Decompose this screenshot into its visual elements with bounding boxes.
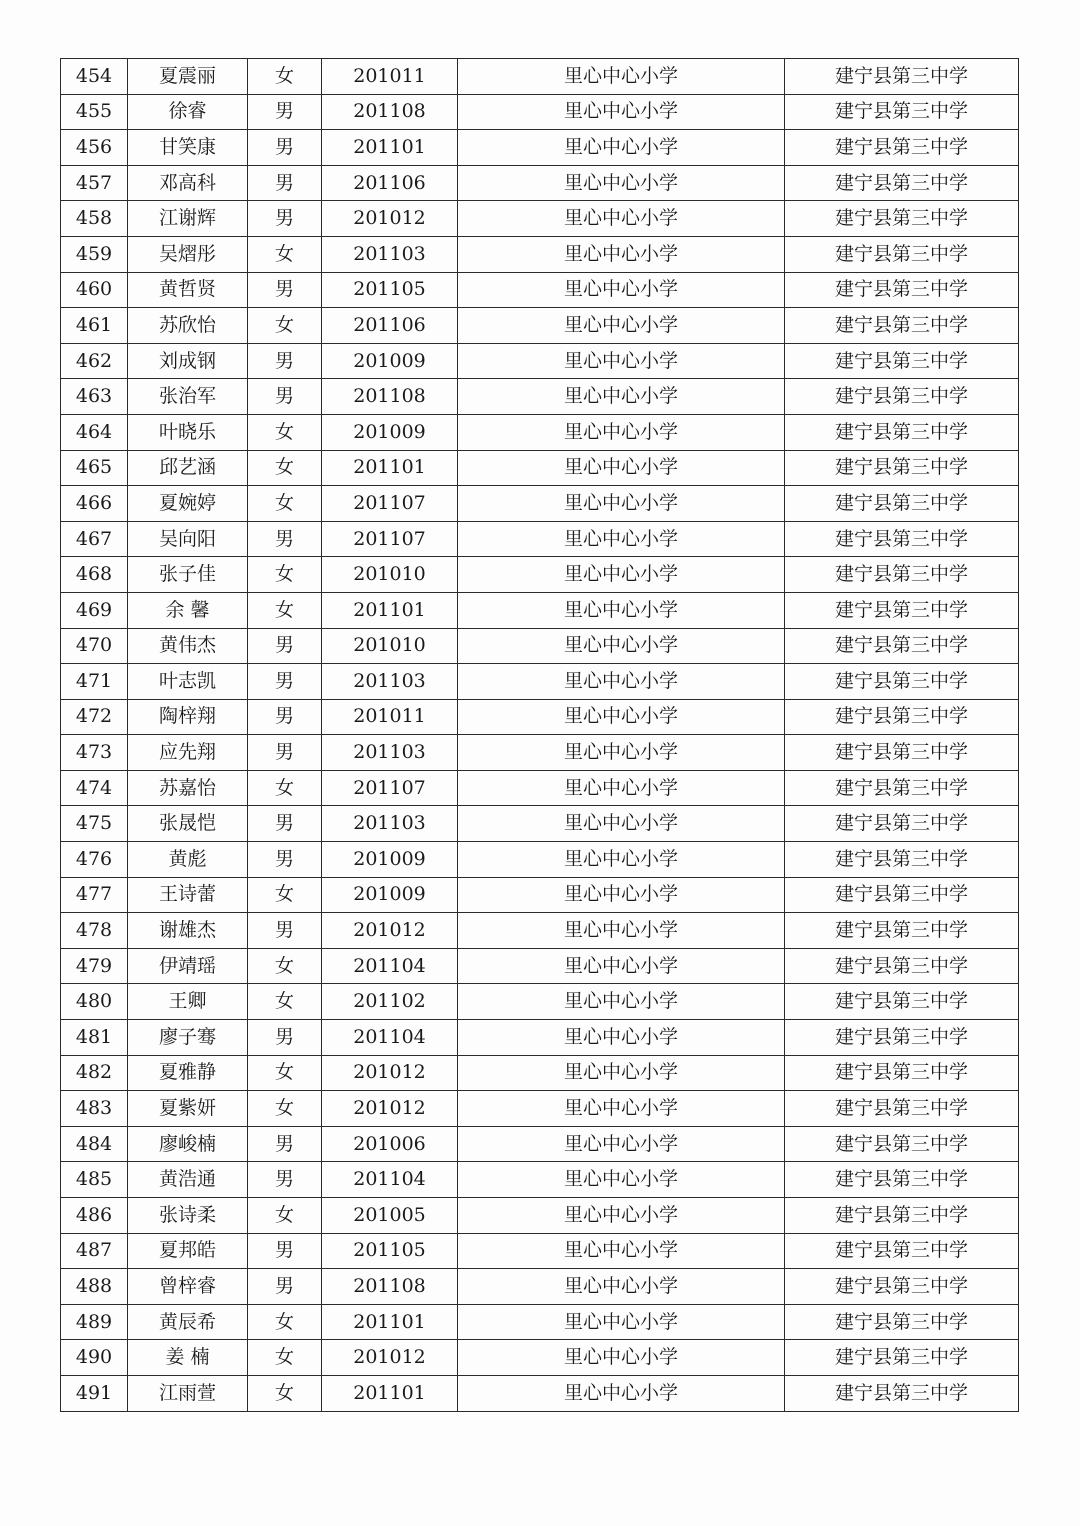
student-name: 黄伟杰 — [128, 628, 248, 664]
student-name: 夏婉婷 — [128, 486, 248, 522]
assigned-school: 建宁县第三中学 — [785, 165, 1019, 201]
table-row — [61, 1126, 1019, 1162]
table-row — [61, 1304, 1019, 1340]
assigned-school: 建宁县第三中学 — [785, 877, 1019, 913]
row-number: 467 — [61, 521, 128, 557]
birth-date: 201105 — [322, 1233, 458, 1269]
birth-date: 201009 — [322, 877, 458, 913]
table-row — [61, 913, 1019, 949]
row-number: 459 — [61, 236, 128, 272]
student-sex: 男 — [248, 735, 322, 771]
table-row — [61, 308, 1019, 344]
student-name: 吴向阳 — [128, 521, 248, 557]
student-sex: 女 — [248, 592, 322, 628]
student-sex: 男 — [248, 272, 322, 308]
student-name: 陶梓翔 — [128, 699, 248, 735]
table-row — [61, 94, 1019, 130]
student-sex: 男 — [248, 165, 322, 201]
table-row — [61, 343, 1019, 379]
table-row — [61, 1198, 1019, 1234]
student-roster-table — [60, 58, 1019, 1412]
primary-school: 里心中心小学 — [458, 1304, 785, 1340]
table-row — [61, 165, 1019, 201]
primary-school: 里心中心小学 — [458, 1233, 785, 1269]
table-row — [61, 1269, 1019, 1305]
student-sex: 女 — [248, 1375, 322, 1411]
row-number: 477 — [61, 877, 128, 913]
table-row — [61, 59, 1019, 95]
assigned-school: 建宁县第三中学 — [785, 770, 1019, 806]
row-number: 488 — [61, 1269, 128, 1305]
table-row — [61, 1340, 1019, 1376]
row-number: 486 — [61, 1198, 128, 1234]
assigned-school: 建宁县第三中学 — [785, 842, 1019, 878]
row-number: 491 — [61, 1375, 128, 1411]
primary-school: 里心中心小学 — [458, 414, 785, 450]
student-name: 刘成钢 — [128, 343, 248, 379]
row-number: 454 — [61, 59, 128, 95]
table-row — [61, 806, 1019, 842]
student-name: 余 馨 — [128, 592, 248, 628]
primary-school: 里心中心小学 — [458, 1198, 785, 1234]
assigned-school: 建宁县第三中学 — [785, 1020, 1019, 1056]
row-number: 465 — [61, 450, 128, 486]
row-number: 462 — [61, 343, 128, 379]
student-sex: 女 — [248, 450, 322, 486]
birth-date: 201107 — [322, 770, 458, 806]
assigned-school: 建宁县第三中学 — [785, 414, 1019, 450]
table-row — [61, 521, 1019, 557]
student-sex: 男 — [248, 913, 322, 949]
primary-school: 里心中心小学 — [458, 806, 785, 842]
student-name: 江雨萱 — [128, 1375, 248, 1411]
student-name: 黄哲贤 — [128, 272, 248, 308]
row-number: 476 — [61, 842, 128, 878]
table-row — [61, 272, 1019, 308]
birth-date: 201102 — [322, 984, 458, 1020]
student-sex: 女 — [248, 1055, 322, 1091]
birth-date: 201101 — [322, 130, 458, 166]
birth-date: 201101 — [322, 592, 458, 628]
student-sex: 女 — [248, 308, 322, 344]
assigned-school: 建宁县第三中学 — [785, 343, 1019, 379]
birth-date: 201005 — [322, 1198, 458, 1234]
table-row — [61, 735, 1019, 771]
table-row — [61, 628, 1019, 664]
birth-date: 201006 — [322, 1126, 458, 1162]
row-number: 483 — [61, 1091, 128, 1127]
birth-date: 201101 — [322, 1304, 458, 1340]
student-name: 黄彪 — [128, 842, 248, 878]
row-number: 487 — [61, 1233, 128, 1269]
table-row — [61, 1375, 1019, 1411]
student-sex: 女 — [248, 1304, 322, 1340]
primary-school: 里心中心小学 — [458, 272, 785, 308]
table-row — [61, 664, 1019, 700]
primary-school: 里心中心小学 — [458, 984, 785, 1020]
table-row — [61, 842, 1019, 878]
primary-school: 里心中心小学 — [458, 201, 785, 237]
birth-date: 201108 — [322, 94, 458, 130]
birth-date: 201012 — [322, 913, 458, 949]
assigned-school: 建宁县第三中学 — [785, 521, 1019, 557]
primary-school: 里心中心小学 — [458, 236, 785, 272]
table-row — [61, 486, 1019, 522]
birth-date: 201107 — [322, 521, 458, 557]
primary-school: 里心中心小学 — [458, 1375, 785, 1411]
student-name: 叶志凯 — [128, 664, 248, 700]
row-number: 463 — [61, 379, 128, 415]
assigned-school: 建宁县第三中学 — [785, 699, 1019, 735]
roster-body — [61, 59, 1019, 1412]
primary-school: 里心中心小学 — [458, 450, 785, 486]
assigned-school: 建宁县第三中学 — [785, 984, 1019, 1020]
birth-date: 201011 — [322, 59, 458, 95]
student-name: 夏震丽 — [128, 59, 248, 95]
student-sex: 女 — [248, 236, 322, 272]
student-name: 应先翔 — [128, 735, 248, 771]
birth-date: 201101 — [322, 1375, 458, 1411]
student-sex: 女 — [248, 59, 322, 95]
student-sex: 男 — [248, 94, 322, 130]
row-number: 460 — [61, 272, 128, 308]
assigned-school: 建宁县第三中学 — [785, 1198, 1019, 1234]
primary-school: 里心中心小学 — [458, 59, 785, 95]
row-number: 489 — [61, 1304, 128, 1340]
assigned-school: 建宁县第三中学 — [785, 130, 1019, 166]
primary-school: 里心中心小学 — [458, 94, 785, 130]
primary-school: 里心中心小学 — [458, 913, 785, 949]
birth-date: 201103 — [322, 806, 458, 842]
birth-date: 201011 — [322, 699, 458, 735]
assigned-school: 建宁县第三中学 — [785, 1126, 1019, 1162]
row-number: 456 — [61, 130, 128, 166]
birth-date: 201103 — [322, 236, 458, 272]
primary-school: 里心中心小学 — [458, 948, 785, 984]
table-row — [61, 1162, 1019, 1198]
table-row — [61, 877, 1019, 913]
assigned-school: 建宁县第三中学 — [785, 1091, 1019, 1127]
student-sex: 男 — [248, 699, 322, 735]
assigned-school: 建宁县第三中学 — [785, 806, 1019, 842]
student-sex: 女 — [248, 557, 322, 593]
student-name: 张治军 — [128, 379, 248, 415]
student-name: 江谢辉 — [128, 201, 248, 237]
table-row — [61, 1091, 1019, 1127]
student-name: 王诗蕾 — [128, 877, 248, 913]
student-sex: 男 — [248, 1020, 322, 1056]
student-name: 黄辰希 — [128, 1304, 248, 1340]
assigned-school: 建宁县第三中学 — [785, 450, 1019, 486]
student-sex: 女 — [248, 414, 322, 450]
assigned-school: 建宁县第三中学 — [785, 94, 1019, 130]
birth-date: 201106 — [322, 165, 458, 201]
student-name: 苏欣怡 — [128, 308, 248, 344]
birth-date: 201010 — [322, 557, 458, 593]
student-sex: 男 — [248, 1126, 322, 1162]
student-sex: 女 — [248, 948, 322, 984]
row-number: 475 — [61, 806, 128, 842]
primary-school: 里心中心小学 — [458, 1020, 785, 1056]
primary-school: 里心中心小学 — [458, 877, 785, 913]
student-sex: 女 — [248, 1340, 322, 1376]
birth-date: 201012 — [322, 1091, 458, 1127]
primary-school: 里心中心小学 — [458, 1340, 785, 1376]
assigned-school: 建宁县第三中学 — [785, 308, 1019, 344]
student-name: 邱艺涵 — [128, 450, 248, 486]
primary-school: 里心中心小学 — [458, 343, 785, 379]
student-sex: 女 — [248, 770, 322, 806]
row-number: 469 — [61, 592, 128, 628]
row-number: 458 — [61, 201, 128, 237]
student-name: 曾梓睿 — [128, 1269, 248, 1305]
assigned-school: 建宁县第三中学 — [785, 1233, 1019, 1269]
student-sex: 男 — [248, 664, 322, 700]
row-number: 472 — [61, 699, 128, 735]
table-row — [61, 1020, 1019, 1056]
assigned-school: 建宁县第三中学 — [785, 1340, 1019, 1376]
table-row — [61, 1055, 1019, 1091]
table-row — [61, 450, 1019, 486]
row-number: 464 — [61, 414, 128, 450]
primary-school: 里心中心小学 — [458, 1269, 785, 1305]
birth-date: 201012 — [322, 1340, 458, 1376]
birth-date: 201104 — [322, 1020, 458, 1056]
table-row — [61, 236, 1019, 272]
assigned-school: 建宁县第三中学 — [785, 948, 1019, 984]
student-name: 王卿 — [128, 984, 248, 1020]
student-name: 张子佳 — [128, 557, 248, 593]
assigned-school: 建宁县第三中学 — [785, 664, 1019, 700]
assigned-school: 建宁县第三中学 — [785, 486, 1019, 522]
table-row — [61, 984, 1019, 1020]
row-number: 474 — [61, 770, 128, 806]
row-number: 479 — [61, 948, 128, 984]
birth-date: 201108 — [322, 379, 458, 415]
row-number: 471 — [61, 664, 128, 700]
assigned-school: 建宁县第三中学 — [785, 236, 1019, 272]
student-sex: 男 — [248, 842, 322, 878]
student-sex: 男 — [248, 1162, 322, 1198]
primary-school: 里心中心小学 — [458, 842, 785, 878]
assigned-school: 建宁县第三中学 — [785, 735, 1019, 771]
birth-date: 201106 — [322, 308, 458, 344]
student-sex: 男 — [248, 628, 322, 664]
table-row — [61, 414, 1019, 450]
student-name: 夏邦皓 — [128, 1233, 248, 1269]
student-name: 张诗柔 — [128, 1198, 248, 1234]
birth-date: 201101 — [322, 450, 458, 486]
primary-school: 里心中心小学 — [458, 699, 785, 735]
assigned-school: 建宁县第三中学 — [785, 913, 1019, 949]
student-sex: 男 — [248, 806, 322, 842]
row-number: 470 — [61, 628, 128, 664]
assigned-school: 建宁县第三中学 — [785, 379, 1019, 415]
assigned-school: 建宁县第三中学 — [785, 1055, 1019, 1091]
primary-school: 里心中心小学 — [458, 770, 785, 806]
student-name: 邓高科 — [128, 165, 248, 201]
table-row — [61, 770, 1019, 806]
primary-school: 里心中心小学 — [458, 1091, 785, 1127]
student-name: 叶晓乐 — [128, 414, 248, 450]
student-sex: 男 — [248, 201, 322, 237]
row-number: 455 — [61, 94, 128, 130]
student-name: 甘笑康 — [128, 130, 248, 166]
table-row — [61, 948, 1019, 984]
student-name: 吴熠彤 — [128, 236, 248, 272]
row-number: 482 — [61, 1055, 128, 1091]
row-number: 480 — [61, 984, 128, 1020]
student-name: 黄浩通 — [128, 1162, 248, 1198]
table-row — [61, 699, 1019, 735]
row-number: 466 — [61, 486, 128, 522]
student-sex: 女 — [248, 877, 322, 913]
row-number: 473 — [61, 735, 128, 771]
assigned-school: 建宁县第三中学 — [785, 1269, 1019, 1305]
table-row — [61, 130, 1019, 166]
row-number: 490 — [61, 1340, 128, 1376]
primary-school: 里心中心小学 — [458, 130, 785, 166]
table-row — [61, 592, 1019, 628]
birth-date: 201107 — [322, 486, 458, 522]
table-row — [61, 1233, 1019, 1269]
primary-school: 里心中心小学 — [458, 308, 785, 344]
row-number: 484 — [61, 1126, 128, 1162]
student-name: 廖子骞 — [128, 1020, 248, 1056]
row-number: 457 — [61, 165, 128, 201]
row-number: 481 — [61, 1020, 128, 1056]
assigned-school: 建宁县第三中学 — [785, 59, 1019, 95]
primary-school: 里心中心小学 — [458, 486, 785, 522]
birth-date: 201012 — [322, 201, 458, 237]
assigned-school: 建宁县第三中学 — [785, 628, 1019, 664]
student-name: 谢雄杰 — [128, 913, 248, 949]
assigned-school: 建宁县第三中学 — [785, 557, 1019, 593]
student-name: 苏嘉怡 — [128, 770, 248, 806]
birth-date: 201104 — [322, 1162, 458, 1198]
row-number: 461 — [61, 308, 128, 344]
student-name: 张晟恺 — [128, 806, 248, 842]
assigned-school: 建宁县第三中学 — [785, 201, 1019, 237]
primary-school: 里心中心小学 — [458, 1126, 785, 1162]
birth-date: 201010 — [322, 628, 458, 664]
student-sex: 男 — [248, 130, 322, 166]
student-sex: 男 — [248, 1269, 322, 1305]
assigned-school: 建宁县第三中学 — [785, 1375, 1019, 1411]
primary-school: 里心中心小学 — [458, 165, 785, 201]
primary-school: 里心中心小学 — [458, 1055, 785, 1091]
birth-date: 201009 — [322, 842, 458, 878]
student-sex: 女 — [248, 984, 322, 1020]
student-sex: 男 — [248, 379, 322, 415]
student-name: 夏雅静 — [128, 1055, 248, 1091]
student-name: 夏紫妍 — [128, 1091, 248, 1127]
student-name: 姜 楠 — [128, 1340, 248, 1376]
assigned-school: 建宁县第三中学 — [785, 1304, 1019, 1340]
table-row — [61, 557, 1019, 593]
primary-school: 里心中心小学 — [458, 592, 785, 628]
row-number: 485 — [61, 1162, 128, 1198]
table-row — [61, 201, 1019, 237]
birth-date: 201103 — [322, 664, 458, 700]
birth-date: 201104 — [322, 948, 458, 984]
assigned-school: 建宁县第三中学 — [785, 1162, 1019, 1198]
birth-date: 201012 — [322, 1055, 458, 1091]
student-sex: 男 — [248, 521, 322, 557]
birth-date: 201103 — [322, 735, 458, 771]
primary-school: 里心中心小学 — [458, 379, 785, 415]
row-number: 468 — [61, 557, 128, 593]
student-name: 徐睿 — [128, 94, 248, 130]
birth-date: 201108 — [322, 1269, 458, 1305]
primary-school: 里心中心小学 — [458, 735, 785, 771]
student-sex: 男 — [248, 1233, 322, 1269]
table-row — [61, 379, 1019, 415]
assigned-school: 建宁县第三中学 — [785, 272, 1019, 308]
student-sex: 男 — [248, 343, 322, 379]
row-number: 478 — [61, 913, 128, 949]
primary-school: 里心中心小学 — [458, 664, 785, 700]
primary-school: 里心中心小学 — [458, 557, 785, 593]
student-name: 廖峻楠 — [128, 1126, 248, 1162]
primary-school: 里心中心小学 — [458, 521, 785, 557]
student-sex: 女 — [248, 1091, 322, 1127]
primary-school: 里心中心小学 — [458, 628, 785, 664]
student-sex: 女 — [248, 1198, 322, 1234]
birth-date: 201009 — [322, 414, 458, 450]
student-name: 伊靖瑶 — [128, 948, 248, 984]
birth-date: 201009 — [322, 343, 458, 379]
primary-school: 里心中心小学 — [458, 1162, 785, 1198]
birth-date: 201105 — [322, 272, 458, 308]
student-sex: 女 — [248, 486, 322, 522]
assigned-school: 建宁县第三中学 — [785, 592, 1019, 628]
